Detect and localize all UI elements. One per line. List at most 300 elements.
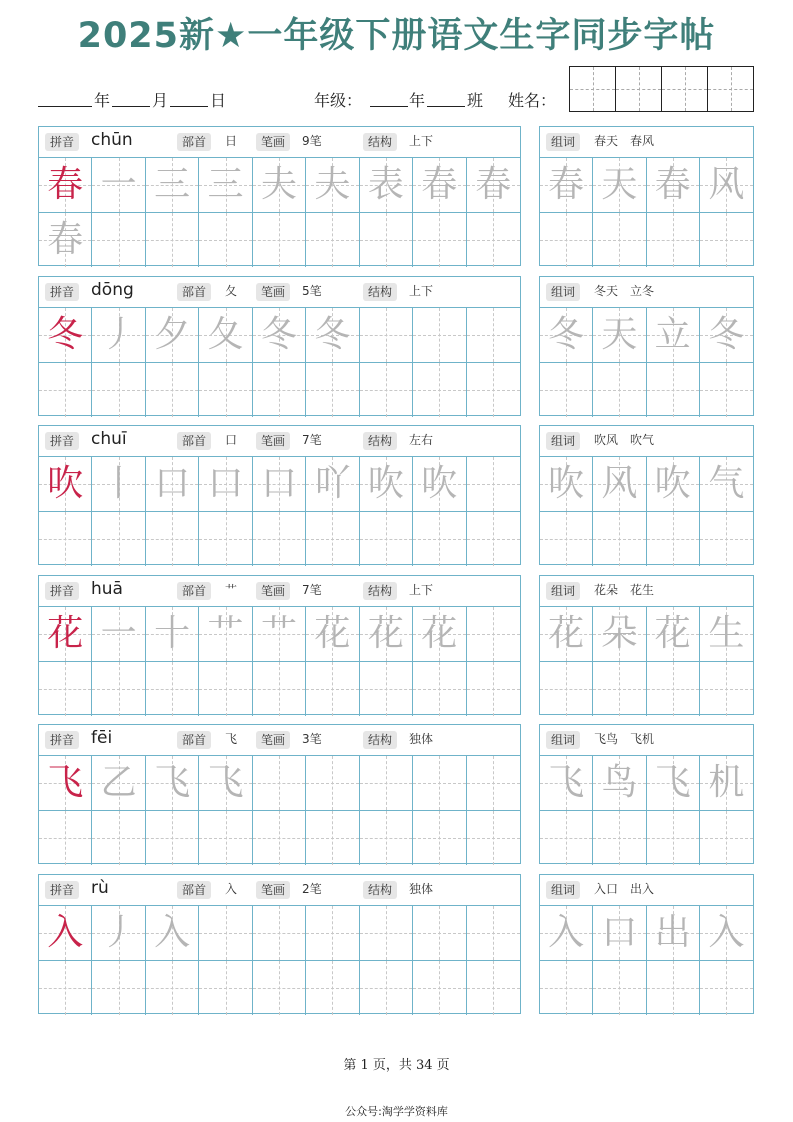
radical-value: 日 xyxy=(225,134,238,148)
practice-cell[interactable] xyxy=(92,961,145,1015)
strokes-value: 7笔 xyxy=(302,433,322,447)
word-cell[interactable] xyxy=(647,961,700,1015)
words-header xyxy=(540,277,753,308)
name-cell[interactable] xyxy=(662,67,708,111)
name-grid[interactable] xyxy=(569,66,754,112)
word-cell[interactable] xyxy=(700,756,753,810)
practice-cell[interactable] xyxy=(413,308,466,362)
pinyin-tag: 拼音 xyxy=(45,432,79,450)
strokes-value: 9笔 xyxy=(302,134,322,148)
trace-row xyxy=(39,607,520,662)
practice-cell[interactable] xyxy=(306,607,359,661)
grade-blank[interactable] xyxy=(370,90,408,107)
word-character: 春 xyxy=(654,164,691,205)
stroke-step: 夕 xyxy=(154,314,191,355)
practice-cell[interactable] xyxy=(146,213,199,267)
word-cell[interactable] xyxy=(647,811,700,865)
practice-cell[interactable] xyxy=(306,213,359,267)
word-cell[interactable] xyxy=(540,756,593,810)
word-character: 生 xyxy=(708,613,745,654)
word-cell[interactable] xyxy=(593,756,646,810)
stroke-step: 飞 xyxy=(207,762,244,803)
word-trace-row xyxy=(540,158,753,213)
word-character: 气 xyxy=(708,463,745,504)
practice-cell[interactable] xyxy=(39,213,92,267)
word-trace-row xyxy=(540,607,753,662)
target-character: 春 xyxy=(47,164,84,205)
word-cell[interactable] xyxy=(593,213,646,267)
practice-cell[interactable] xyxy=(360,662,413,716)
practice-cell[interactable] xyxy=(360,213,413,267)
stroke-step: 飞 xyxy=(154,762,191,803)
stroke-step: 春 xyxy=(421,164,458,205)
practice-cell[interactable] xyxy=(467,662,520,716)
practice-cell[interactable] xyxy=(253,363,306,417)
word-cell[interactable] xyxy=(647,607,700,661)
practice-cell[interactable] xyxy=(253,158,306,212)
radical-value: 艹 xyxy=(225,583,238,597)
class-label: 班 xyxy=(467,91,484,110)
target-character: 吹 xyxy=(47,463,84,504)
practice-panel xyxy=(38,425,521,565)
strokes-value: 7笔 xyxy=(302,583,322,597)
practice-cell[interactable] xyxy=(146,457,199,511)
class-blank[interactable] xyxy=(427,90,465,107)
structure-tag: 结构 xyxy=(363,432,397,450)
stroke-step: 夫 xyxy=(260,164,297,205)
word-cell[interactable] xyxy=(647,662,700,716)
practice-cell[interactable] xyxy=(199,607,252,661)
practice-cell[interactable] xyxy=(39,457,92,511)
stroke-step: 艹 xyxy=(260,613,297,654)
words-tag: 组词 xyxy=(546,133,580,151)
practice-cell[interactable] xyxy=(253,213,306,267)
word-cell[interactable] xyxy=(593,308,646,362)
word-cell[interactable] xyxy=(540,811,593,865)
practice-cell[interactable] xyxy=(360,363,413,417)
word-cell[interactable] xyxy=(540,961,593,1015)
word-cell[interactable] xyxy=(593,512,646,566)
practice-cell[interactable] xyxy=(413,213,466,267)
word-cell[interactable] xyxy=(700,607,753,661)
word-cell[interactable] xyxy=(593,457,646,511)
words-tag: 组词 xyxy=(546,881,580,899)
strokes-tag: 笔画 xyxy=(256,133,290,151)
practice-cell[interactable] xyxy=(467,457,520,511)
word-cell[interactable] xyxy=(700,811,753,865)
word-cell[interactable] xyxy=(700,906,753,960)
practice-cell[interactable] xyxy=(253,512,306,566)
practice-cell[interactable] xyxy=(306,811,359,865)
word-cell[interactable] xyxy=(700,308,753,362)
word-cell[interactable] xyxy=(593,961,646,1015)
practice-cell[interactable] xyxy=(306,512,359,566)
character-block xyxy=(0,575,793,715)
word-character: 出 xyxy=(654,912,691,953)
practice-cell[interactable] xyxy=(467,961,520,1015)
word-cell[interactable] xyxy=(647,906,700,960)
word-cell[interactable] xyxy=(647,158,700,212)
practice-cell[interactable] xyxy=(146,363,199,417)
structure-value: 上下 xyxy=(409,284,434,298)
structure-tag: 结构 xyxy=(363,283,397,301)
practice-cell[interactable] xyxy=(253,308,306,362)
practice-cell[interactable] xyxy=(306,662,359,716)
practice-cell[interactable] xyxy=(467,158,520,212)
year-label: 年 xyxy=(94,91,111,110)
practice-cell[interactable] xyxy=(199,213,252,267)
stroke-step: 乙 xyxy=(100,762,137,803)
word-cell[interactable] xyxy=(540,607,593,661)
practice-cell[interactable] xyxy=(306,756,359,810)
practice-cell[interactable] xyxy=(199,906,252,960)
trace-row xyxy=(39,457,520,512)
word-character: 花 xyxy=(654,613,691,654)
practice-cell[interactable] xyxy=(467,512,520,566)
word-trace-row xyxy=(540,906,753,961)
practice-cell[interactable] xyxy=(253,662,306,716)
month-blank[interactable] xyxy=(112,90,150,107)
stroke-step: 吖 xyxy=(314,463,351,504)
practice-cell[interactable] xyxy=(39,961,92,1015)
strokes-tag: 笔画 xyxy=(256,432,290,450)
trace-row xyxy=(39,158,520,213)
word-practice-row xyxy=(540,811,753,865)
practice-cell[interactable] xyxy=(39,756,92,810)
pinyin-tag: 拼音 xyxy=(45,283,79,301)
words-value: 春天 春风 xyxy=(594,134,655,148)
month-label: 月 xyxy=(152,91,169,110)
structure-value: 上下 xyxy=(409,134,434,148)
word-character: 机 xyxy=(708,762,745,803)
word-cell[interactable] xyxy=(540,308,593,362)
pinyin-tag: 拼音 xyxy=(45,582,79,600)
practice-cell[interactable] xyxy=(39,363,92,417)
word-cell[interactable] xyxy=(540,457,593,511)
practice-cell[interactable] xyxy=(467,756,520,810)
practice-cell[interactable] xyxy=(360,906,413,960)
word-character: 鸟 xyxy=(601,762,638,803)
stroke-step: 入 xyxy=(154,912,191,953)
word-practice-row xyxy=(540,961,753,1015)
practice-cell[interactable] xyxy=(146,607,199,661)
stroke-step: 丿 xyxy=(100,314,137,355)
stroke-step: 花 xyxy=(367,613,404,654)
practice-cell[interactable] xyxy=(146,906,199,960)
practice-cell[interactable] xyxy=(413,756,466,810)
word-cell[interactable] xyxy=(540,158,593,212)
structure-value: 左右 xyxy=(409,433,434,447)
word-character: 立 xyxy=(654,314,691,355)
practice-cell[interactable] xyxy=(467,308,520,362)
radical-value: 入 xyxy=(225,882,238,896)
word-cell[interactable] xyxy=(593,811,646,865)
word-cell[interactable] xyxy=(540,906,593,960)
target-character: 入 xyxy=(47,912,84,953)
practice-cell[interactable] xyxy=(199,457,252,511)
stroke-step: 一 xyxy=(100,613,137,654)
structure-tag: 结构 xyxy=(363,582,397,600)
target-character: 花 xyxy=(47,613,84,654)
practice-cell[interactable] xyxy=(413,512,466,566)
word-character: 冬 xyxy=(548,314,585,355)
word-character: 入 xyxy=(548,912,585,953)
practice-cell[interactable] xyxy=(467,213,520,267)
practice-cell[interactable] xyxy=(199,512,252,566)
practice-cell[interactable] xyxy=(306,308,359,362)
page-footer: 第 1 页，共 34 页 xyxy=(343,1058,450,1073)
practice-cell[interactable] xyxy=(92,213,145,267)
word-cell[interactable] xyxy=(540,363,593,417)
word-practice-row xyxy=(540,662,753,716)
radical-value: 夂 xyxy=(225,284,238,298)
word-cell[interactable] xyxy=(700,662,753,716)
practice-cell[interactable] xyxy=(146,961,199,1015)
character-block xyxy=(0,724,793,864)
strokes-tag: 笔画 xyxy=(256,731,290,749)
practice-cell[interactable] xyxy=(413,811,466,865)
practice-cell[interactable] xyxy=(39,906,92,960)
stroke-step: 表 xyxy=(367,164,404,205)
word-cell[interactable] xyxy=(647,308,700,362)
word-cell[interactable] xyxy=(647,363,700,417)
practice-cell[interactable] xyxy=(253,811,306,865)
word-character: 天 xyxy=(601,314,638,355)
word-practice-row xyxy=(540,213,753,267)
word-character: 朵 xyxy=(601,613,638,654)
pinyin-value: huā xyxy=(91,579,123,599)
word-cell[interactable] xyxy=(593,607,646,661)
practice-panel xyxy=(38,276,521,416)
practice-cell[interactable] xyxy=(146,811,199,865)
word-character: 飞 xyxy=(654,762,691,803)
practice-cell[interactable] xyxy=(92,756,145,810)
strokes-tag: 笔画 xyxy=(256,881,290,899)
practice-row xyxy=(39,512,520,566)
words-value: 冬天 立冬 xyxy=(594,284,655,298)
practice-cell[interactable] xyxy=(92,662,145,716)
practice-cell[interactable] xyxy=(306,363,359,417)
practice-cell[interactable] xyxy=(39,512,92,566)
stroke-step: 吹 xyxy=(367,463,404,504)
word-character: 天 xyxy=(601,164,638,205)
day-blank[interactable] xyxy=(170,90,208,107)
stroke-step: 冬 xyxy=(314,314,351,355)
pinyin-tag: 拼音 xyxy=(45,133,79,151)
word-cell[interactable] xyxy=(700,457,753,511)
practice-cell[interactable] xyxy=(92,906,145,960)
practice-cell[interactable] xyxy=(199,961,252,1015)
words-panel xyxy=(539,874,754,1014)
practice-row xyxy=(39,363,520,417)
word-practice-row xyxy=(540,363,753,417)
practice-cell[interactable] xyxy=(360,811,413,865)
practice-cell[interactable] xyxy=(467,811,520,865)
char-info-header xyxy=(39,127,520,158)
practice-cell[interactable] xyxy=(413,906,466,960)
word-cell[interactable] xyxy=(647,213,700,267)
word-cell[interactable] xyxy=(593,906,646,960)
practice-cell[interactable] xyxy=(306,158,359,212)
practice-cell[interactable] xyxy=(306,961,359,1015)
name-cell[interactable] xyxy=(708,67,753,111)
practice-cell[interactable] xyxy=(39,811,92,865)
words-panel xyxy=(539,575,754,715)
practice-cell[interactable] xyxy=(199,308,252,362)
practice-cell[interactable] xyxy=(92,811,145,865)
practice-cell[interactable] xyxy=(199,811,252,865)
word-cell[interactable] xyxy=(700,512,753,566)
word-cell[interactable] xyxy=(593,363,646,417)
practice-cell[interactable] xyxy=(253,607,306,661)
practice-cell[interactable] xyxy=(39,662,92,716)
practice-panel xyxy=(38,874,521,1014)
practice-cell[interactable] xyxy=(467,607,520,661)
pinyin-value: rù xyxy=(91,878,109,898)
word-cell[interactable] xyxy=(700,213,753,267)
word-character: 风 xyxy=(601,463,638,504)
word-cell[interactable] xyxy=(700,158,753,212)
practice-cell[interactable] xyxy=(39,607,92,661)
word-character: 口 xyxy=(601,912,638,953)
stroke-step: 丨 xyxy=(100,463,137,504)
practice-cell[interactable] xyxy=(92,607,145,661)
strokes-value: 2笔 xyxy=(302,882,322,896)
stroke-step: 口 xyxy=(154,463,191,504)
stroke-step: 口 xyxy=(260,463,297,504)
credit-text: 公众号:淘学学资料库 xyxy=(345,1105,448,1118)
practice-cell[interactable] xyxy=(146,512,199,566)
practice-cell[interactable] xyxy=(92,512,145,566)
pinyin-value: chuī xyxy=(91,429,127,449)
practice-cell[interactable] xyxy=(413,607,466,661)
practice-cell[interactable] xyxy=(360,158,413,212)
practice-cell[interactable] xyxy=(92,158,145,212)
word-cell[interactable] xyxy=(700,961,753,1015)
words-value: 飞鸟 飞机 xyxy=(594,732,655,746)
character-block xyxy=(0,276,793,416)
word-trace-row xyxy=(540,756,753,811)
practice-cell[interactable] xyxy=(360,756,413,810)
words-panel xyxy=(539,425,754,565)
practice-cell[interactable] xyxy=(253,756,306,810)
words-header xyxy=(540,127,753,158)
practice-cell[interactable] xyxy=(39,158,92,212)
practice-cell[interactable] xyxy=(146,308,199,362)
stroke-step: 三 xyxy=(154,164,191,205)
char-info-header xyxy=(39,875,520,906)
practice-cell[interactable] xyxy=(306,906,359,960)
character-block xyxy=(0,874,793,1014)
practice-cell[interactable] xyxy=(413,158,466,212)
practice-cell[interactable] xyxy=(199,363,252,417)
practice-cell[interactable] xyxy=(413,457,466,511)
practice-panel xyxy=(38,126,521,266)
name-cell[interactable] xyxy=(570,67,616,111)
char-info-header xyxy=(39,426,520,457)
practice-cell[interactable] xyxy=(92,457,145,511)
word-character: 吹 xyxy=(548,463,585,504)
radical-tag: 部首 xyxy=(177,432,211,450)
practice-cell[interactable] xyxy=(92,308,145,362)
practice-cell[interactable] xyxy=(146,662,199,716)
words-tag: 组词 xyxy=(546,582,580,600)
practice-cell[interactable] xyxy=(199,756,252,810)
practice-cell[interactable] xyxy=(92,363,145,417)
practice-cell[interactable] xyxy=(467,363,520,417)
word-cell[interactable] xyxy=(647,756,700,810)
word-character: 花 xyxy=(548,613,585,654)
word-cell[interactable] xyxy=(540,213,593,267)
strokes-value: 5笔 xyxy=(302,284,322,298)
words-header xyxy=(540,576,753,607)
practice-cell[interactable] xyxy=(253,961,306,1015)
practice-cell[interactable] xyxy=(146,756,199,810)
trace-row xyxy=(39,906,520,961)
words-header xyxy=(540,725,753,756)
radical-tag: 部首 xyxy=(177,731,211,749)
radical-tag: 部首 xyxy=(177,133,211,151)
practice-cell[interactable] xyxy=(360,961,413,1015)
practice-cell[interactable] xyxy=(39,308,92,362)
word-cell[interactable] xyxy=(647,457,700,511)
practice-row xyxy=(39,811,520,865)
radical-tag: 部首 xyxy=(177,582,211,600)
practice-cell[interactable] xyxy=(413,363,466,417)
practice-cell[interactable] xyxy=(199,158,252,212)
name-cell[interactable] xyxy=(616,67,662,111)
target-character: 飞 xyxy=(47,762,84,803)
stroke-step: 花 xyxy=(314,613,351,654)
word-cell[interactable] xyxy=(540,662,593,716)
structure-tag: 结构 xyxy=(363,731,397,749)
stroke-step: 一 xyxy=(100,164,137,205)
stroke-step: 花 xyxy=(421,613,458,654)
stroke-step: 三 xyxy=(207,164,244,205)
practice-cell[interactable] xyxy=(360,512,413,566)
word-trace-row xyxy=(540,308,753,363)
practice-cell[interactable] xyxy=(199,662,252,716)
practice-cell[interactable] xyxy=(253,906,306,960)
words-header xyxy=(540,875,753,906)
practice-cell[interactable] xyxy=(413,662,466,716)
word-character: 春 xyxy=(548,164,585,205)
practice-cell[interactable] xyxy=(413,961,466,1015)
word-cell[interactable] xyxy=(593,158,646,212)
practice-cell[interactable] xyxy=(146,158,199,212)
word-cell[interactable] xyxy=(593,662,646,716)
structure-tag: 结构 xyxy=(363,133,397,151)
year-blank[interactable] xyxy=(38,90,92,107)
word-cell[interactable] xyxy=(700,363,753,417)
practice-cell[interactable] xyxy=(360,607,413,661)
structure-value: 独体 xyxy=(409,882,434,896)
practice-cell[interactable] xyxy=(253,457,306,511)
stroke-step: 春 xyxy=(47,219,84,260)
practice-cell[interactable] xyxy=(306,457,359,511)
grade-label: 年级： xyxy=(314,91,363,110)
word-character: 吹 xyxy=(654,463,691,504)
practice-cell[interactable] xyxy=(360,457,413,511)
practice-cell[interactable] xyxy=(360,308,413,362)
word-character: 冬 xyxy=(708,314,745,355)
char-info-header xyxy=(39,576,520,607)
word-cell[interactable] xyxy=(647,512,700,566)
stroke-step: 春 xyxy=(475,164,512,205)
day-label: 日 xyxy=(210,91,227,110)
practice-cell[interactable] xyxy=(467,906,520,960)
word-cell[interactable] xyxy=(540,512,593,566)
